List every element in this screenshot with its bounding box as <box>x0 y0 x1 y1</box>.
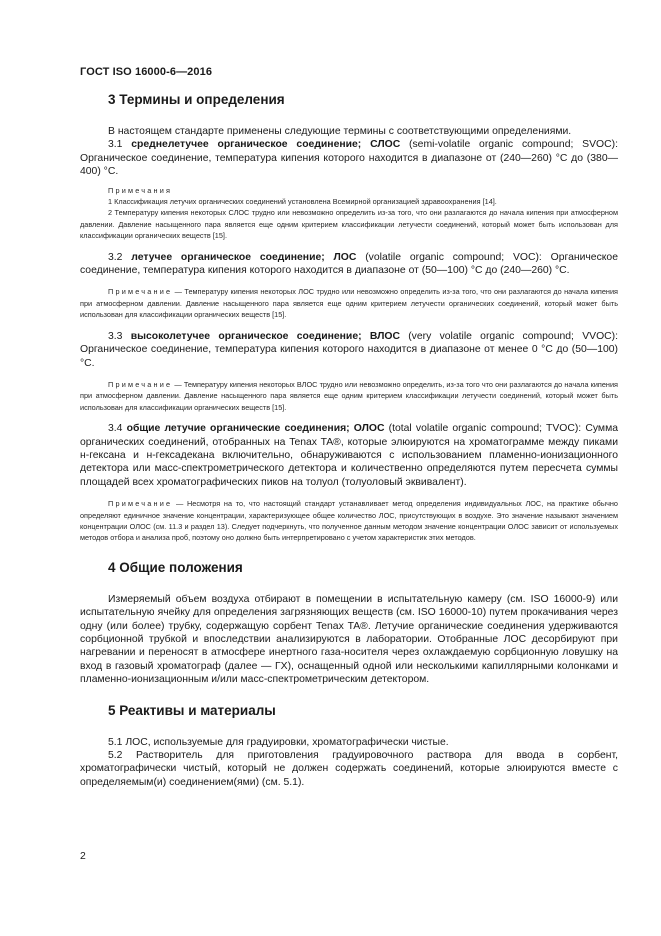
section-4-paragraph: Измеряемый объем воздуха отбирают в помещении в испытательную камеру (см. ISO 16000-9) или испытательную ячейку для определения загрязняющих веществ (см. ISO 16000-10) путем прокачивания через одну (или более) трубку, содержащую сорбент Tenax TA®. Летучие органические соединения удерживаются сорбционной трубкой и впоследствии анализируются в лаборатории. Отобранные ЛОС десорбируют при нагревании и переносят в атмосфере инертного газа-носителя через охлаждаемую сорбционную ловушку на вход в газовый хроматограф (далее — ГХ), оснащенный одной или несколькими капиллярными колонками и пламенно-ионизационным и/или масс-спектрометрическим детектором. <box>80 593 618 686</box>
section-3-heading: 3 Термины и определения <box>108 92 285 107</box>
term-3-4: 3.4 общие летучие органические соединения; ОЛОС (total volatile organic compound; TVOC): Сумма органических соединений, отобранных на Tenax TA®, которые элюируются на хроматограмме между пиками н-гексана и н-гексадекана включительно, обнаруживаются с использованием пламенно-ионизационного детектора или масс-спектрометрического детектора и количественно определяются путем пересчета суммы площадей всех хроматографических пиков на толуол (толуоловый эквивалент). <box>80 423 618 488</box>
running-header: ГОСТ ISO 16000-6—2016 <box>80 66 213 78</box>
term-3-3-name: высоколетучее органическое соединение; ВЛОС <box>130 330 400 342</box>
note-3-4: Примечание — Несмотря на то, что настоящий стандарт устанавливает метод определения индивидуальных ЛОС, на практике обычно определяют единичное значение концентрации, характеризующее общее количество ЛОС, присутствующих в воздухе. Это значение называют значением концентрации ОЛОС (см. 11.3 и раздел 13). Следует подчеркнуть, что полученное данным методом значение концентрации ОЛОС зависит от используемых методов отбора и анализа проб, поэтому оно должно быть интерпретировано с учетом характеристик этих методов. <box>80 499 618 543</box>
term-3-2: 3.2 летучее органическое соединение; ЛОС (volatile organic compound; VOC): Органическое соединение, температура кипения которого находится в диапазоне от (50—100) °С до (240—260) °С. <box>80 251 618 277</box>
term-3-3: 3.3 высоколетучее органическое соединение; ВЛОС (very volatile organic compound; VVOC): Органическое соединение, температура кипения которого находится в диапазоне от менее 0 °С до (50—100) °С. <box>80 330 618 369</box>
note-3-1-1: 1 Классификация летучих органических соединений установлена Всемирной организацией здравоохранения [14]. <box>108 197 497 207</box>
term-3-1: 3.1 среднелетучее органическое соединение; СЛОС (semi-volatile organic compound; SVOC): Органическое соединение, температура кипения которого находится в диапазоне от (240—260) °С до (380—400) °С. <box>80 139 618 178</box>
section-4-heading: 4 Общие положения <box>108 559 243 575</box>
note-3-1-2: 2 Температуру кипения некоторых СЛОС трудно или невозможно определить из-за того, что они разлагаются до начала кипения при атмосферном давлении. Давление насыщенного пара является еще одним критерием классификации летучести соединений, который может быть использован для классификации органических веществ [15]. <box>80 208 618 241</box>
section-3-intro: В настоящем стандарте применены следующие термины с соответствующими определениями. <box>108 126 572 137</box>
section-5-heading: 5 Реактивы и материалы <box>108 702 276 718</box>
note-3-2: Примечание — Температуру кипения некоторых ЛОС трудно или невозможно определить из-за того, что они разлагаются до начала кипения при атмосферном давлении. Давление насыщенного пара является еще одним критерием летучести органических соединений, который может быть использован для классификации органических веществ [15]. <box>80 287 618 320</box>
term-3-2-name: летучее органическое соединение; ЛОС <box>131 251 357 263</box>
page-content <box>80 92 618 789</box>
page-number: 2 <box>80 851 86 862</box>
term-3-1-name: среднелетучее органическое соединение; СЛОС <box>131 139 401 151</box>
note-3-3: Примечание — Температуру кипения некоторых ВЛОС трудно или невозможно определить, из-за того что они разлагаются до начала кипения при атмосферном давлении. Давление насыщенного пара является еще одним критерием классификации летучести соединений, который может быть использован для классификации органических веществ [15]. <box>80 379 618 412</box>
item-5-1: 5.1 ЛОС, используемые для градуировки, хроматографически чистые. <box>108 736 449 748</box>
notes-heading: Примечания <box>108 185 173 195</box>
item-5-2: 5.2 Растворитель для приготовления градуировочного раствора для ввода в сорбент, хроматографически чистый, который не должен содержать соединений, которые элюируются вместе с определяемым(и) соединением(ями) (см. 5.1). <box>80 750 618 788</box>
term-3-4-name: общие летучие органические соединения; ОЛОС <box>126 423 385 435</box>
